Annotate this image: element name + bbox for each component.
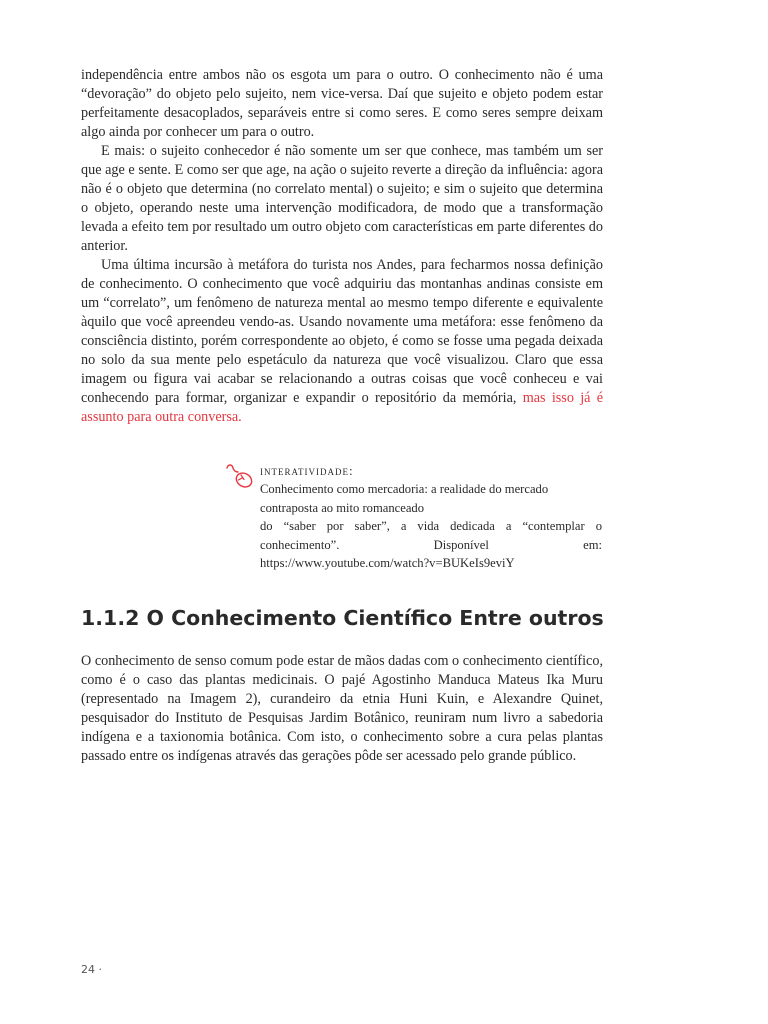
interactivity-callout <box>224 462 604 582</box>
section-body <box>81 652 603 766</box>
callout-line-2: do “saber por saber”, a vida dedicada a “contemplar o conhecimento”. Disponível em: <box>260 519 602 552</box>
paragraph-1: independência entre ambos não os esgota um para o outro. O conhecimento não é uma “devoração” do objeto pelo sujeito, nem vice-versa. Daí que sujeito e objeto podem estar perfeitamente desacoplados, separáveis entre si como seres. E como seres sempre deixam algo ainda por conhecer um para o outro. <box>81 67 603 140</box>
callout-link[interactable]: https://www.youtube.com/watch?v=BUKeIs9eviY <box>260 556 515 570</box>
callout-line-1: Conhecimento como mercadoria: a realidade do mercado contraposta ao mito romanceado <box>260 482 549 515</box>
callout-body <box>260 462 602 573</box>
paragraph-3-highlight: mas isso já é assunto para outra conversa. <box>81 390 604 425</box>
mouse-icon <box>224 462 256 490</box>
paragraph-2: E mais: o sujeito conhecedor é não somente um ser que conhece, mas também um ser que age e sente. E como ser que age, na ação o sujeito reverte a direção da influência: agora não é o objeto que determina (no correlato mental) o sujeito; e sim o sujeito que determina o objeto, operando neste uma intervenção modificadora, de modo que a transformação levada a efeito tem por resultado um outro objeto com características em parte diferentes do anterior. <box>81 143 603 254</box>
page-number: 24 · <box>81 963 102 976</box>
body-text <box>81 66 603 427</box>
callout-label: interatividade: <box>260 463 354 478</box>
section-paragraph: O conhecimento de senso comum pode estar de mãos dadas com o conhecimento científico, como é o caso das plantas medicinais. O pajé Agostinho Manduca Mateus Ika Muru (representado na Imagem 2), curandeiro da etnia Huni Kuin, e Alexandre Quinet, pesquisador do Instituto de Pesquisas Jardim Botânico, reuniram num livro a sabedoria indígena e a taxionomia botânica. Com isto, o conhecimento sobre a cura pelas plantas passado entre os indígenas através das gerações pôde ser acessado pelo grande público. <box>81 653 603 764</box>
paragraph-3-text: Uma última incursão à metáfora do turista nos Andes, para fecharmos nossa definição de conhecimento. O conhecimento que você adquiriu das montanhas andinas consiste em um “correlato”, um fenômeno de natureza mental ao mesmo tempo diferente e equivalente àquilo que você apreendeu vendo-as. Usando novamente uma metáfora: esse fenômeno da consciência distinto, porém correspondente ao objeto, é como se fosse uma pegada deixada no solo da sua mente pelo espetáculo da natureza que você visualizou. Claro que essa imagem ou figura vai acabar se relacionando a outras coisas que você conheceu e vai conhecendo para formar, organizar e expandir o repositório da memória, <box>81 257 603 406</box>
paragraph-3 <box>81 256 603 427</box>
section-heading: 1.1.2 O Conhecimento Científico Entre outros <box>81 606 604 630</box>
